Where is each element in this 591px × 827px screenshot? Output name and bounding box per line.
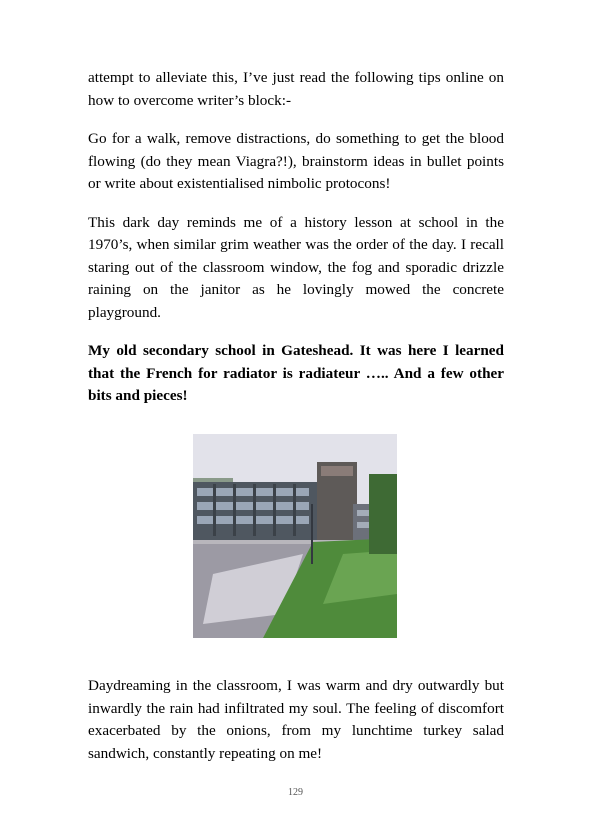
- page-body: [88, 67, 504, 429]
- paragraph-4: Daydreaming in the classroom, I was warm and dry outwardly but inwardly the rain had infiltrated my soul. The feeling of discomfort exacerbated by the onions, from my lunchtime turkey salad sandwich, constantly repeating on me!: [88, 677, 504, 762]
- school-photo-image: [193, 434, 397, 638]
- page-number: 129: [288, 787, 303, 798]
- paragraph-2: Go for a walk, remove distractions, do something to get the blood flowing (do they mean Viagra?!), brainstorm ideas in bullet points or write about existentialised nimbolic protocons!: [88, 130, 504, 192]
- closing-section: [88, 675, 504, 781]
- paragraph-1: attempt to alleviate this, I’ve just read the following tips online on how to overcome writer’s block:-: [88, 69, 504, 109]
- paragraph-3: This dark day reminds me of a history lesson at school in the 1970’s, when similar grim weather was the order of the day. I recall staring out of the classroom window, the fog and sporadic drizzle raining on the janitor as he lovingly mowed the concrete playground.: [88, 213, 504, 321]
- school-photo: [193, 434, 397, 638]
- photo-caption: My old secondary school in Gateshead. It was here I learned that the French for radiator is radiateur ….. And a few other bits and pieces!: [88, 342, 504, 404]
